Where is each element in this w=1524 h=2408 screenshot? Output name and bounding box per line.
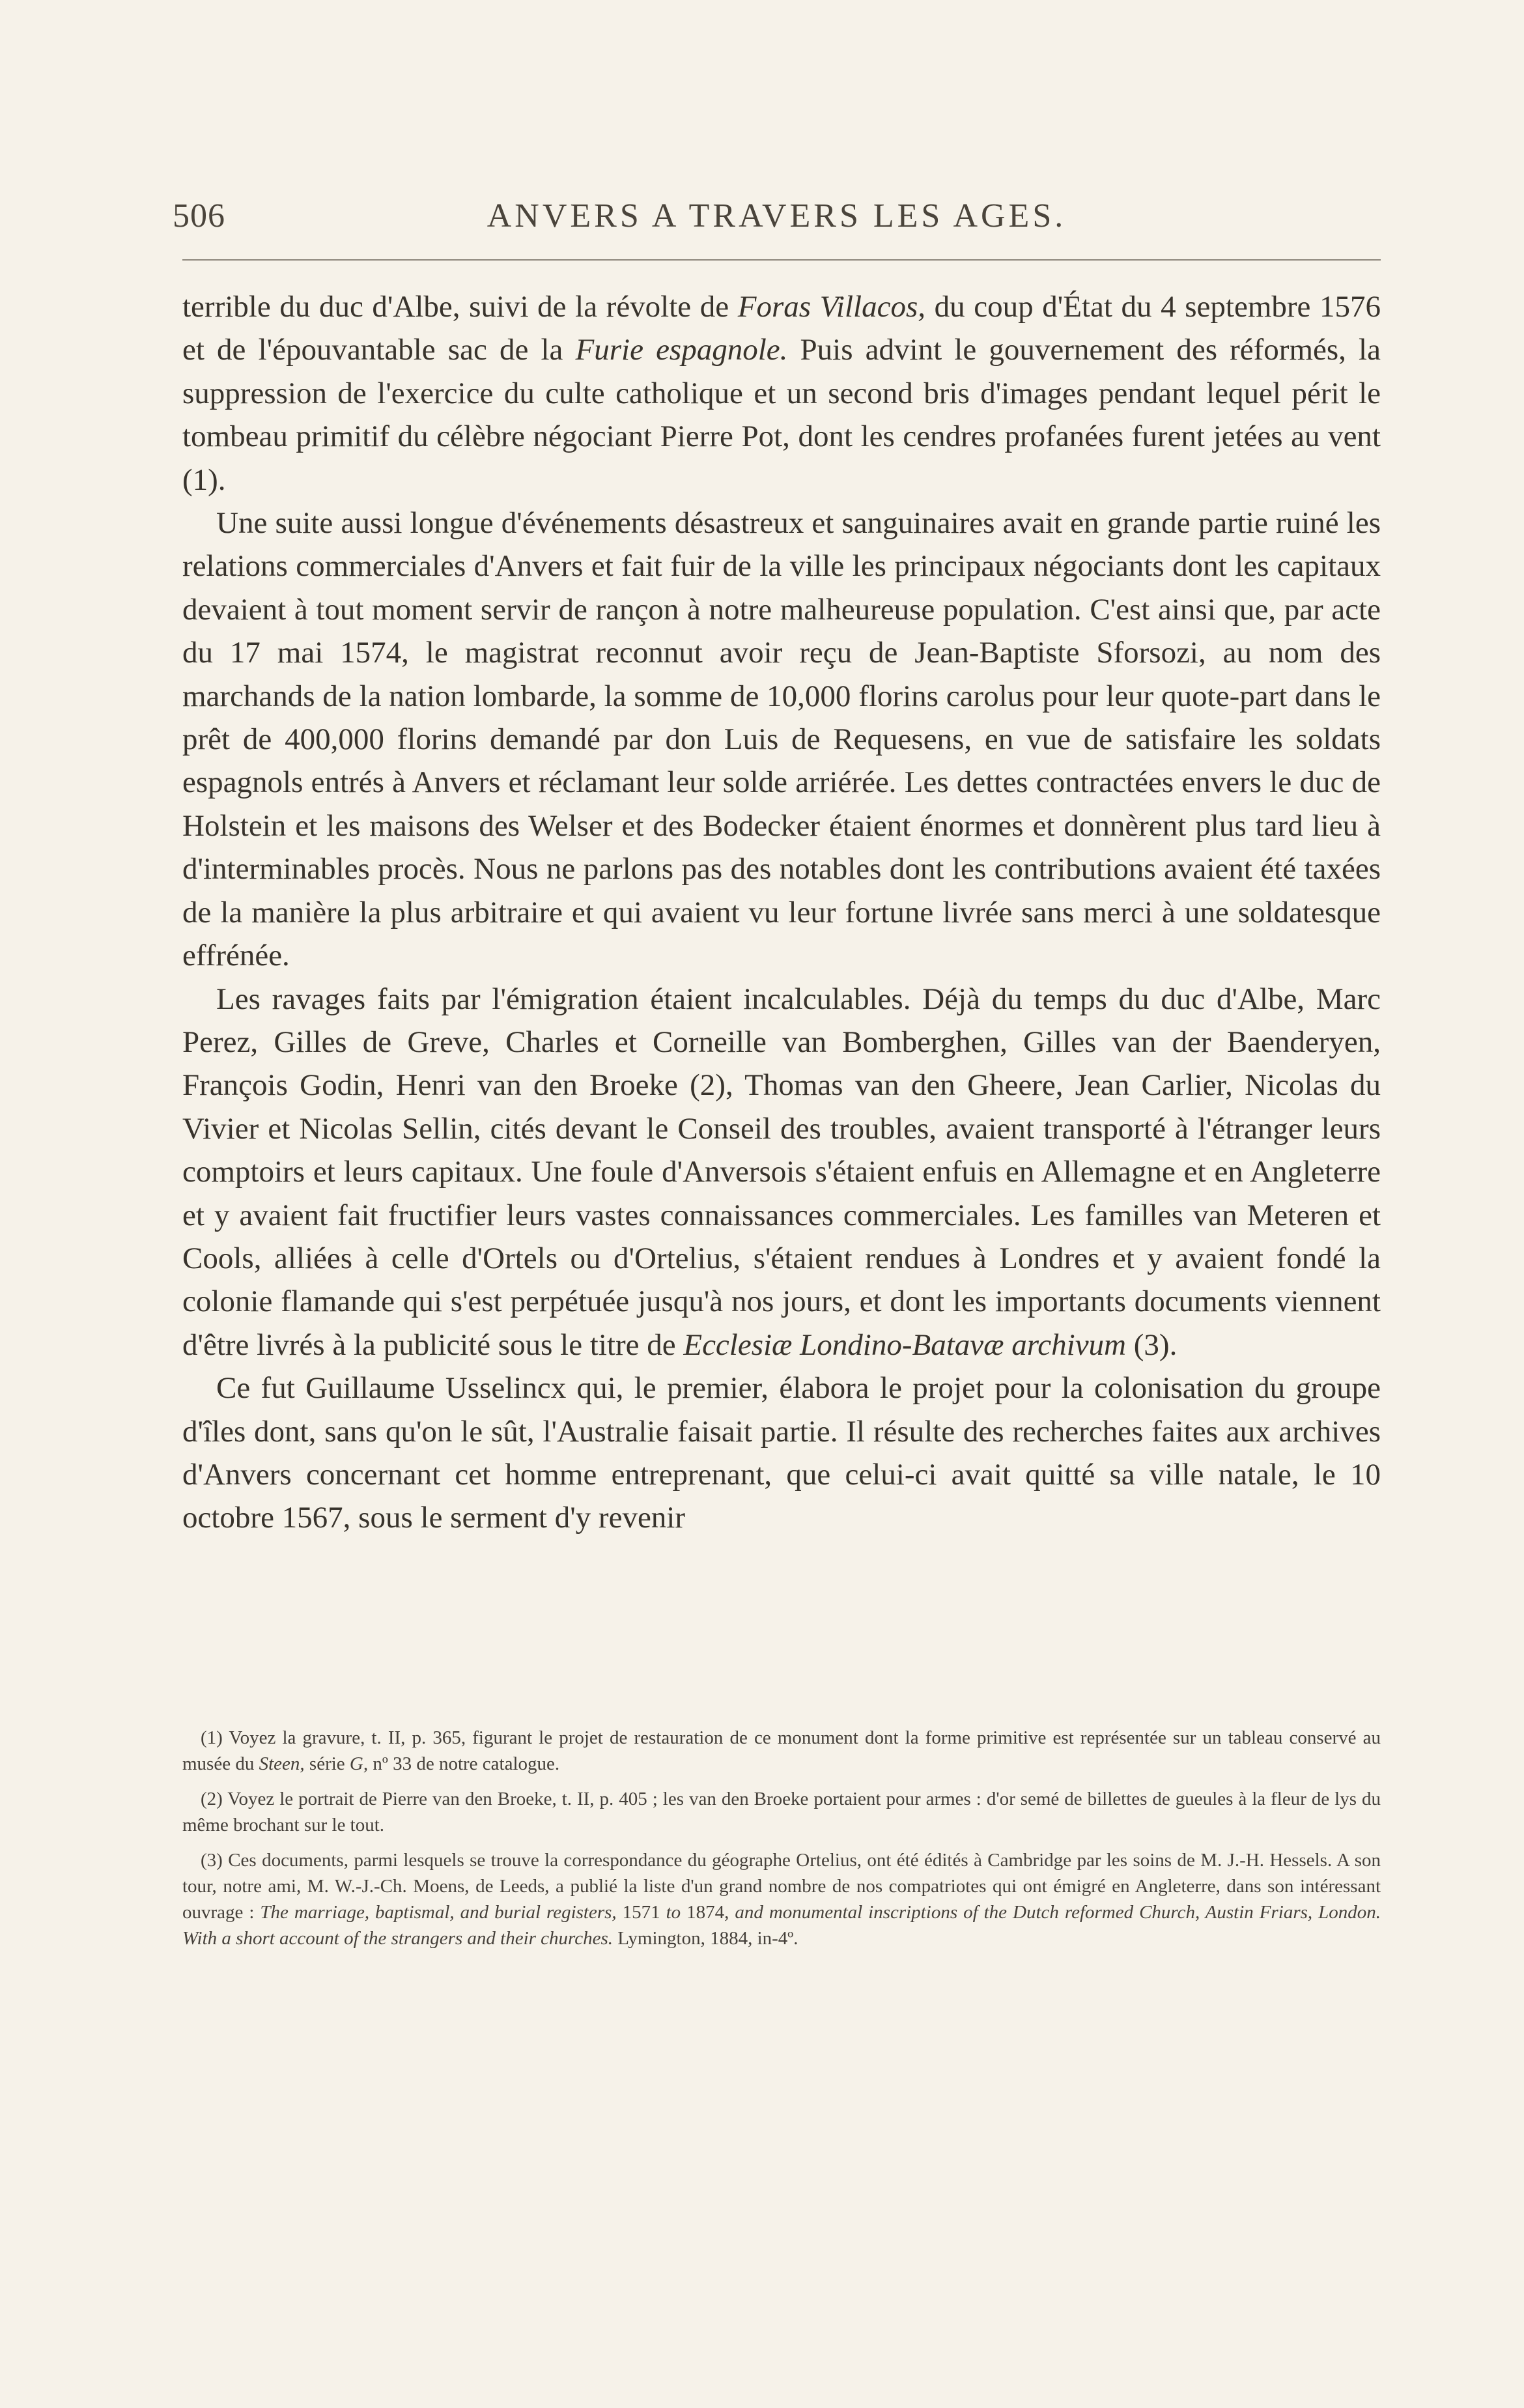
text-run: Les ravages faits par l'émigration étaient incalculables. Déjà du temps du duc d'Albe, Marc Perez, Gilles de Greve, Charles et Corneille van Bomberghen, Gilles van der Baenderyen, François Godin, Henri van den Broeke (2), Thomas van den Gheere, Jean Carlier, Nicolas du Vivier et Nicolas Sellin, cités devant le Conseil des troubles, avaient transporté à l'étranger leurs comptoirs et leurs capitaux. Une foule d'Anversois s'étaient enfuis en Allemagne et en Angleterre et y avaient fait fructifier leurs vastes connaissances commerciales. Les familles van Meteren et Cools, alliées à celle d'Ortels ou d'Ortelius, s'étaient rendues à Londres et y avaient fondé la colonie flamande qui s'est perpétuée jusqu'à nos jours, et dont les importants documents viennent d'être livrés à la publicité sous le titre de [182,982,1381,1362]
text-run: Puis advint le gouvernement des réformés, la suppression de l'exercice du culte catholique et un second bris d'images pendant lequel périt le tombeau primitif du célèbre négociant Pierre Pot, dont les cendres profanées furent jetées au vent (1). [182,333,1381,497]
footnote [182,1786,1381,1838]
footnote-run-italic: and monumental inscriptions of the Dutch reformed Church, Austin Friars, London. With a short account of the strangers and their churches. [182,1902,1381,1949]
footnote-run: Lymington, 1884, in-4º. [613,1928,798,1949]
text-run: (3). [1126,1327,1178,1362]
text-run: Ce fut Guillaume Usselincx qui, le premier, élabora le projet pour la colonisation du groupe d'îles dont, sans qu'on le sût, l'Australie faisait partie. Il résulte des recherches faites aux archives d'Anvers concernant cet homme entreprenant, que celui-ci avait quitté sa ville natale, le 10 octobre 1567, sous le serment d'y revenir [182,1371,1381,1535]
paragraph [182,285,1381,502]
footnote-run: série [304,1753,350,1774]
text-run-italic: Foras Villacos, [737,290,925,324]
text-run: du coup d'État du 4 septembre 1576 et de l'épouvantable sac de la [182,290,1381,367]
footnote [182,1847,1381,1951]
main-text [182,285,1381,1540]
footnote-run: (2) Voyez le portrait de Pierre van den Broeke, t. II, p. 405 ; les van den Broeke portaient pour armes : d'or semé de billettes de gueules à la fleur de lys du même brochant sur le tout. [182,1789,1381,1835]
footnotes [182,1725,1381,1961]
footnote-run: (3) Ces documents, parmi lesquels se trouve la correspondance du géographe Ortelius, ont été édités à Cambridge par les soins de M. J.-H. Hessels. A son tour, notre ami, M. W.-J.-Ch. Moens, de Leeds, a publié la liste d'un grand nombre de nos compatriotes qui ont émigré en Angleterre, dans son intéressant ouvrage : [182,1850,1381,1923]
footnote-run: 1571 [616,1902,666,1923]
header-rule [182,259,1381,261]
footnote-run-italic: The marriage, baptismal, and burial registers, [260,1902,617,1923]
footnote-run: nº 33 de notre catalogue. [368,1753,560,1774]
footnote [182,1725,1381,1777]
text-run-italic: Furie espagnole. [575,333,788,367]
paragraph [182,1367,1381,1540]
text-run: terrible du duc d'Albe, suivi de la révolte de [182,290,738,324]
page-header [173,197,1381,249]
paragraph [182,502,1381,977]
page-number: 506 [173,197,225,234]
footnote-run-italic: to [666,1902,681,1923]
text-run: Une suite aussi longue d'événements désastreux et sanguinaires avait en grande partie ruiné les relations commerciales d'Anvers et fait fuir de la ville les principaux négociants dont les capitaux devaient à tout moment servir de rançon à notre malheureuse population. C'est ainsi que, par acte du 17 mai 1574, le magistrat reconnut avoir reçu de Jean-Baptiste Sforsozi, au nom des marchands de la nation lombarde, la somme de 10,000 florins carolus pour leur quote-part dans le prêt de 400,000 florins demandé par don Luis de Requesens, en vue de satisfaire les soldats espagnols entrés à Anvers et réclamant leur solde arriérée. Les dettes contractées envers le duc de Holstein et les maisons des Welser et des Bodecker étaient énormes et donnèrent plus tard lieu à d'interminables procès. Nous ne parlons pas des notables dont les contributions avaient été taxées de la manière la plus arbitraire et qui avaient vu leur fortune livrée sans merci à une soldatesque effrénée. [182,506,1381,973]
footnote-run: (1) Voyez la gravure, t. II, p. 365, figurant le projet de restauration de ce monument dont la forme primitive est représentée sur un tableau conservé au musée du [182,1727,1381,1774]
footnote-run-italic: G, [349,1753,369,1774]
text-run-italic: Ecclesiæ Londino-Batavæ archivum [683,1327,1127,1362]
footnote-run-italic: Steen, [259,1753,305,1774]
running-title: ANVERS A TRAVERS LES AGES. [487,197,1067,234]
paragraph [182,978,1381,1367]
footnote-run: 1874, [681,1902,735,1923]
